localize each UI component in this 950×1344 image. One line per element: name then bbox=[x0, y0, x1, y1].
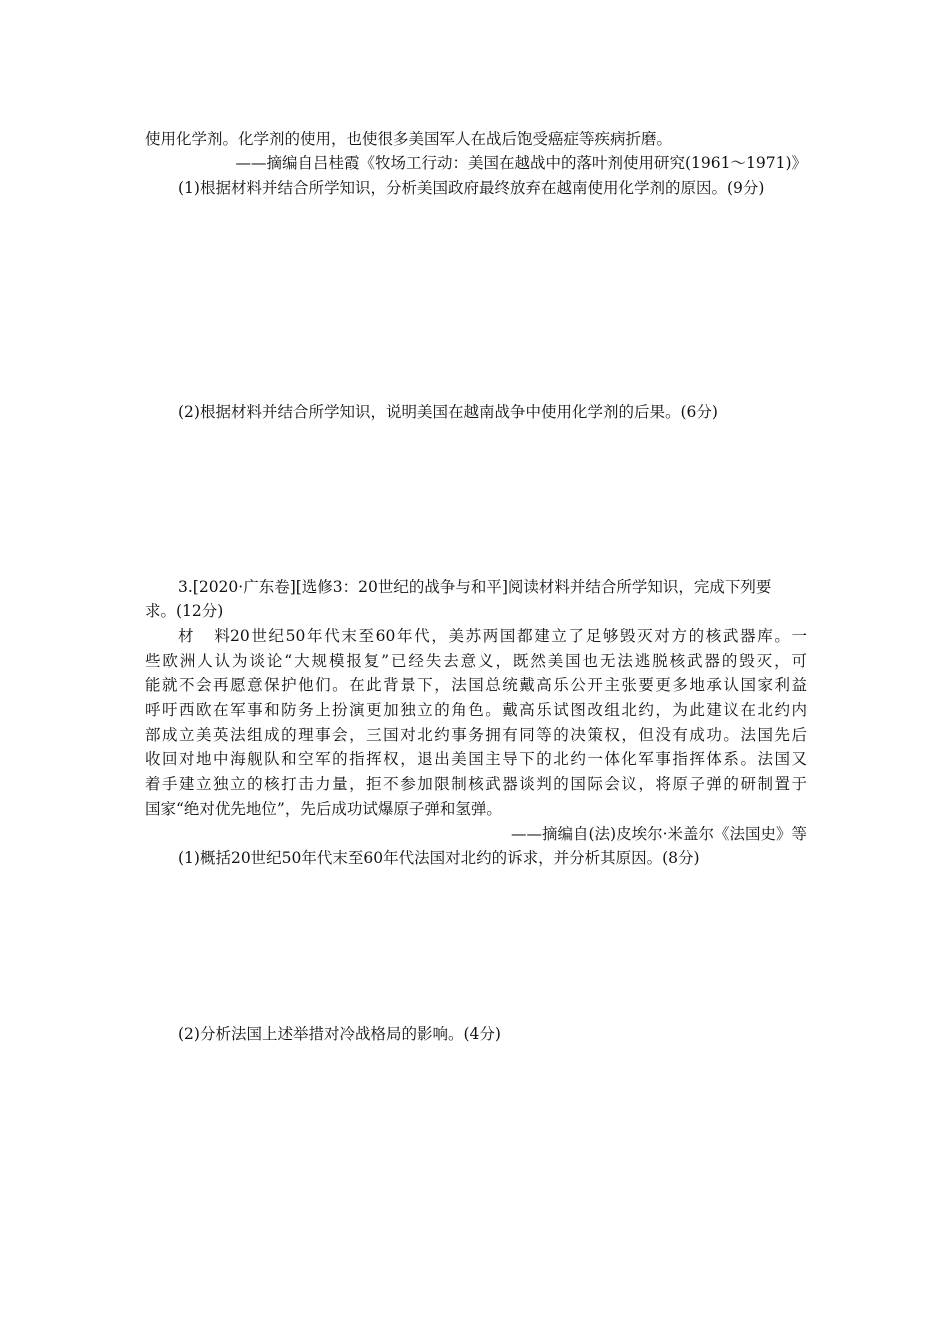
question-3-header: 3.[2020·广东卷][选修3：20世纪的战争与和平]阅读材料并结合所学知识，完成下列要 bbox=[178, 578, 772, 596]
material-source-citation: ——摘编自吕桂霞《牧场工行动：美国在越战中的落叶剂使用研究(1961～1971)》 bbox=[235, 154, 807, 172]
question-2-part-1: (1)根据材料并结合所学知识，分析美国政府最终放弃在越南使用化学剂的原因。(9分) bbox=[178, 179, 765, 197]
question-2-part-2: (2)根据材料并结合所学知识，说明美国在越南战争中使用化学剂的后果。(6分) bbox=[178, 403, 718, 421]
material-line-4: 呼吁西欧在军事和防务上扮演更加独立的角色。戴高乐试图改组北约，为此建议在北约内 bbox=[145, 701, 807, 719]
question-3-part-2: (2)分析法国上述举措对冷战格局的影响。(4分) bbox=[178, 1025, 501, 1043]
material-line-7: 着手建立独立的核打击力量，拒不参加限制核武器谈判的国际会议，将原子弹的研制置于 bbox=[145, 775, 807, 793]
material-line-1 bbox=[178, 624, 807, 648]
material-label: 材料 bbox=[178, 627, 230, 645]
material-line-5: 部成立美英法组成的理事会，三国对北约事务拥有同等的决策权，但没有成功。法国先后 bbox=[145, 726, 807, 744]
material-line-2: 些欧洲人认为谈论“大规模报复”已经失去意义，既然美国也无法逃脱核武器的毁灭，可 bbox=[145, 652, 807, 670]
material-text: 20世纪50年代末至60年代，美苏两国都建立了足够毁灭对方的核武器库。一 bbox=[230, 627, 807, 645]
material-line-8: 国家“绝对优先地位”，先后成功试爆原子弹和氢弹。 bbox=[145, 800, 502, 818]
material-line-6: 收回对地中海舰队和空军的指挥权，退出美国主导下的北约一体化军事指挥体系。法国又 bbox=[145, 750, 807, 768]
question-3-part-1: (1)概括20世纪50年代末至60年代法国对北约的诉求，并分析其原因。(8分) bbox=[178, 849, 700, 867]
material-line-3: 能就不会再愿意保护他们。在此背景下，法国总统戴高乐公开主张要更多地承认国家利益 bbox=[145, 676, 807, 694]
question-3-source-citation: ——摘编自(法)皮埃尔·米盖尔《法国史》等 bbox=[510, 825, 807, 843]
material-continuation-line: 使用化学剂。化学剂的使用，也使很多美国军人在战后饱受癌症等疾病折磨。 bbox=[145, 130, 673, 148]
question-3-header-continued: 求。(12分) bbox=[145, 602, 224, 620]
